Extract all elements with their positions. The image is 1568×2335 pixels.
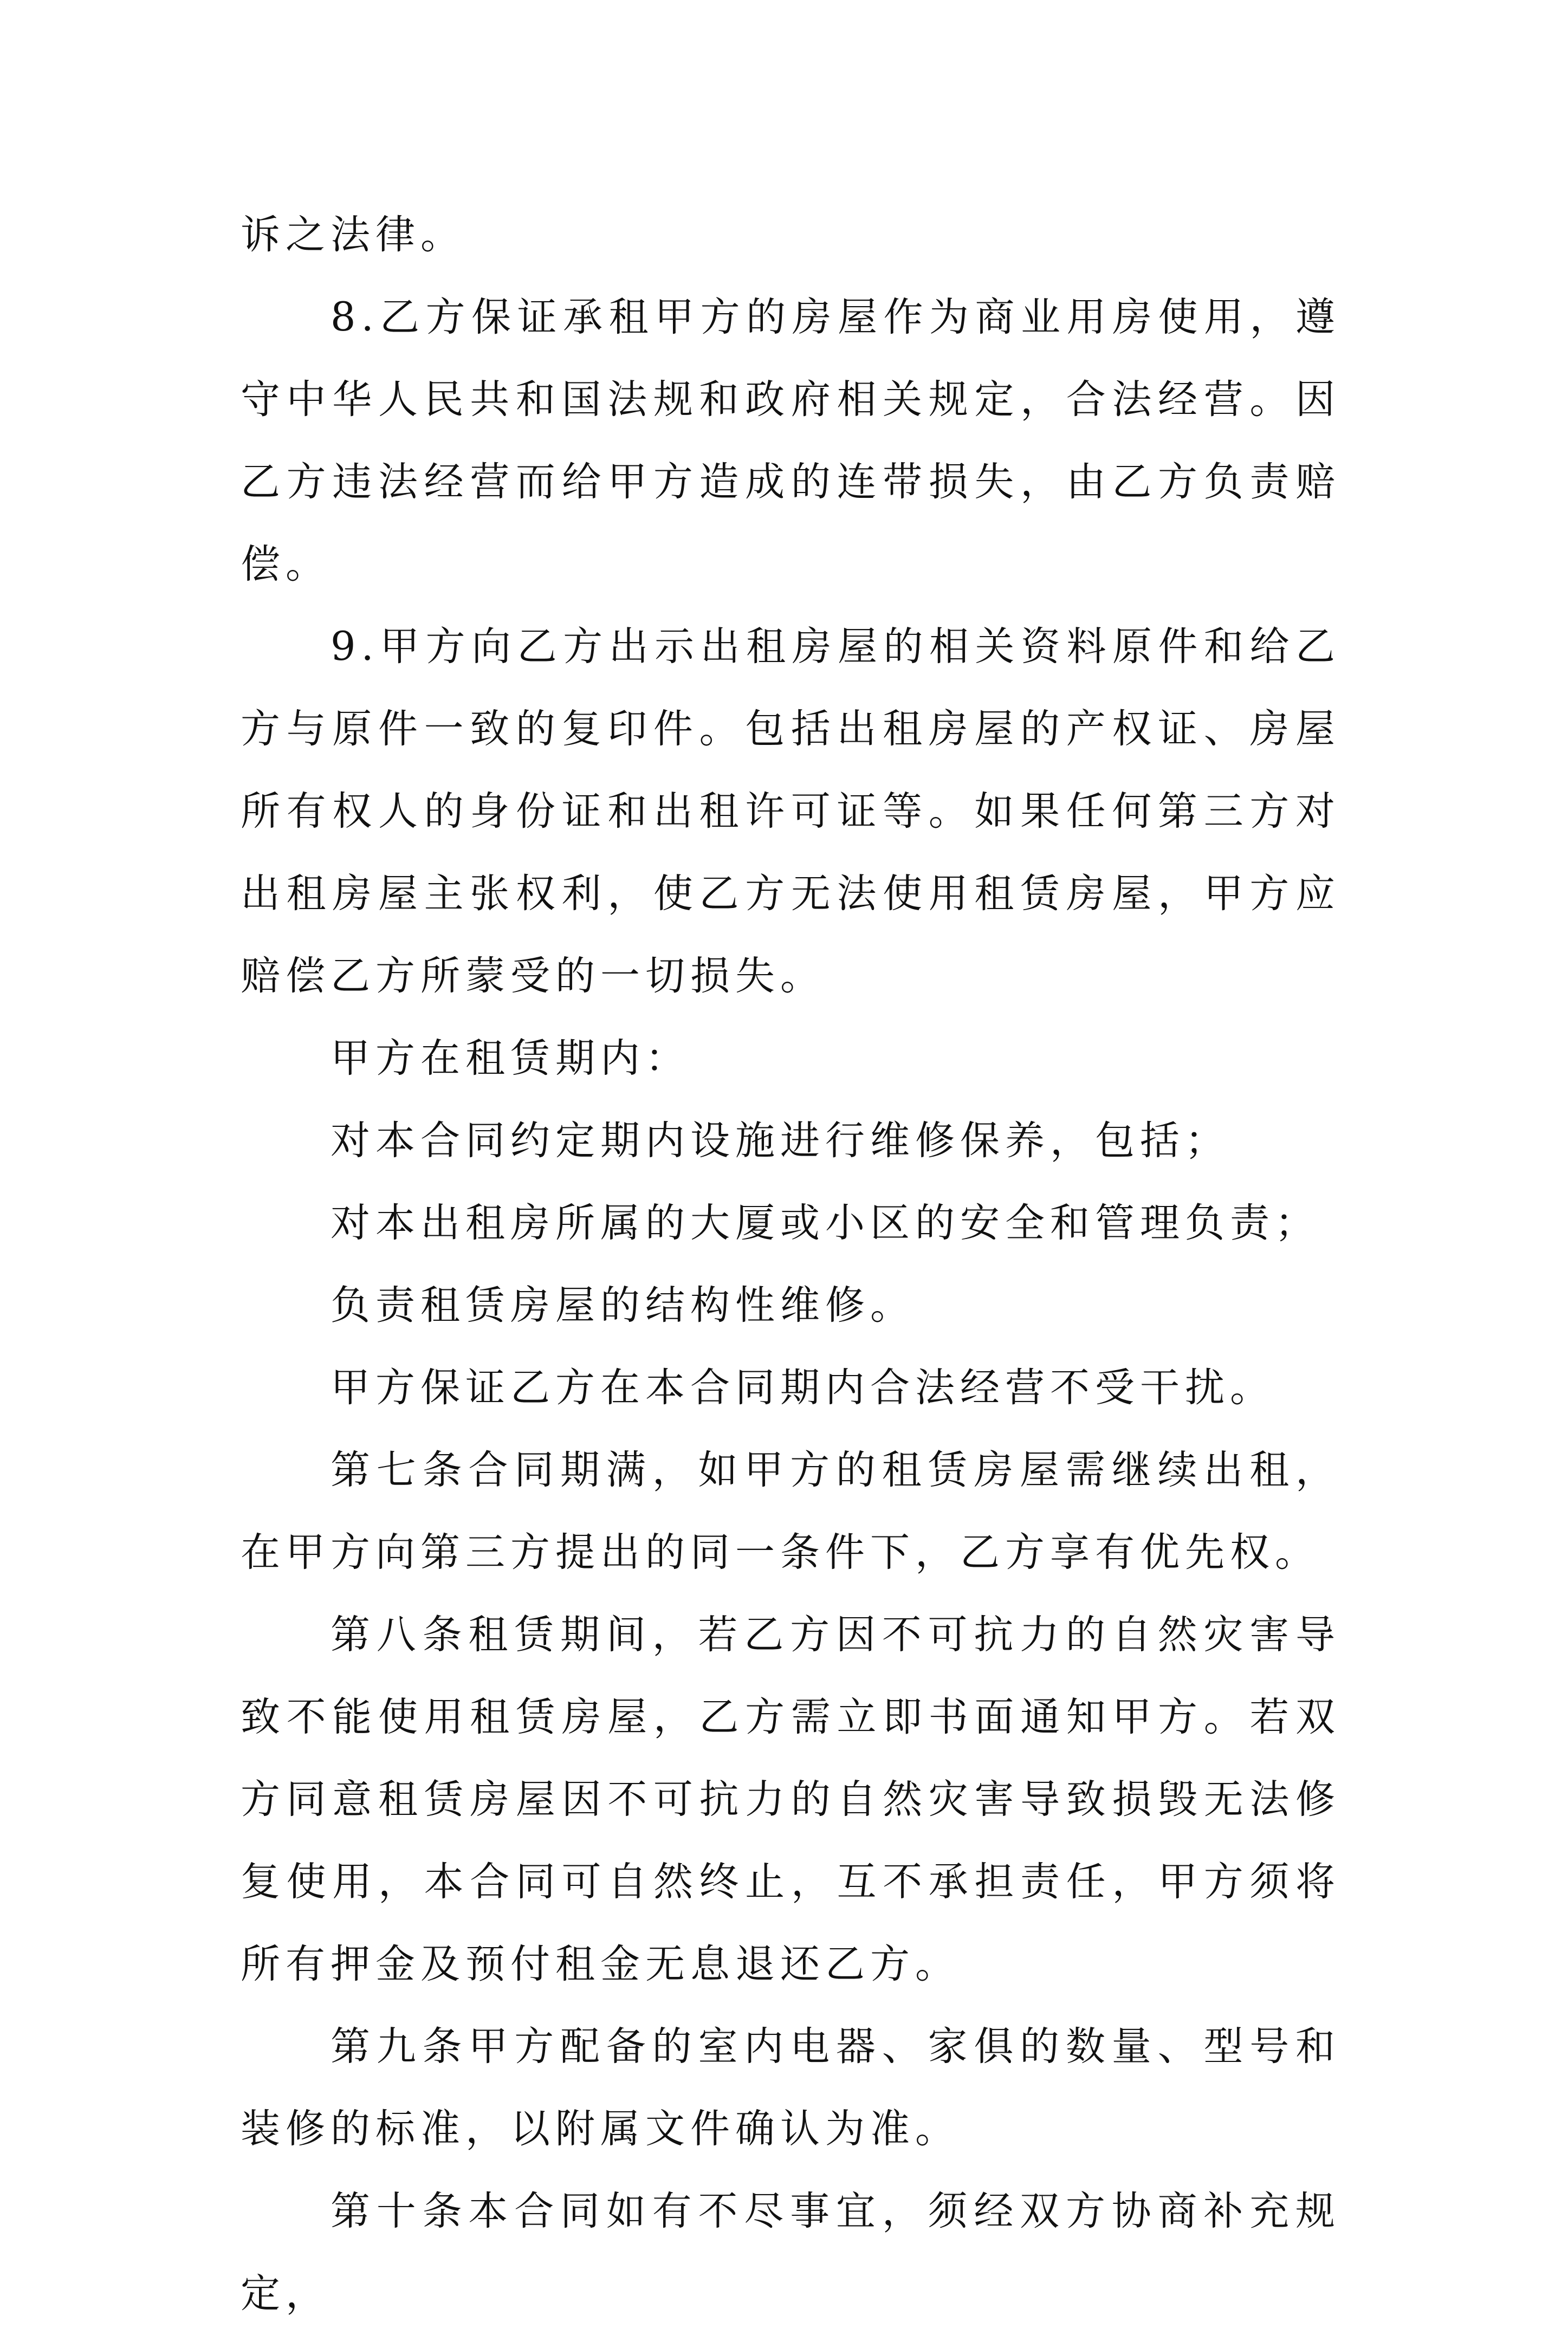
paragraph-safety-management: 对本出租房所属的大厦或小区的安全和管理负责； xyxy=(331,1200,1320,1246)
paragraph-article-10: 第十条本合同如有不尽事宜，须经双方协商补充规定， xyxy=(241,2188,1340,2317)
paragraph-clause-9: 9.甲方向乙方出示出租房屋的相关资料原件和给乙方与原件一致的复印件。包括出租房屋的产权证、房屋所有权人的身份证和出租许可证等。如果任何第三方对出租房屋主张权利，使乙方无法使用租赁房屋，甲方应赔偿乙方所蒙受的一切损失。 xyxy=(241,624,1340,999)
paragraph-clause-8: 8.乙方保证承租甲方的房屋作为商业用房使用，遵守中华人民共和国法规和政府相关规定，合法经营。因乙方违法经营而给甲方造成的连带损失，由乙方负责赔偿。 xyxy=(241,294,1340,587)
paragraph-lessor-during-lease: 甲方在租赁期内： xyxy=(331,1035,690,1081)
paragraph-article-8: 第八条租赁期间，若乙方因不可抗力的自然灾害导致不能使用租赁房屋，乙方需立即书面通知甲方。若双方同意租赁房屋因不可抗力的自然灾害导致损毁无法修复使用，本合同可自然终止，互不承担责任，甲方须将所有押金及预付租金无息退还乙方。 xyxy=(241,1612,1340,1987)
paragraph-continuation: 诉之法律。 xyxy=(241,212,465,258)
paragraph-article-7: 第七条合同期满，如甲方的租赁房屋需继续出租，在甲方向第三方提出的同一条件下，乙方享有优先权。 xyxy=(241,1447,1340,1575)
paragraph-structural-repair: 负责租赁房屋的结构性维修。 xyxy=(331,1282,915,1328)
paragraph-lawful-operation: 甲方保证乙方在本合同期内合法经营不受干扰。 xyxy=(331,1365,1275,1411)
paragraph-maintenance: 对本合同约定期内设施进行维修保养，包括； xyxy=(331,1118,1230,1164)
contract-text-body xyxy=(241,194,1340,2335)
paragraph-article-9: 第九条甲方配备的室内电器、家俱的数量、型号和装修的标准，以附属文件确认为准。 xyxy=(241,2023,1340,2152)
